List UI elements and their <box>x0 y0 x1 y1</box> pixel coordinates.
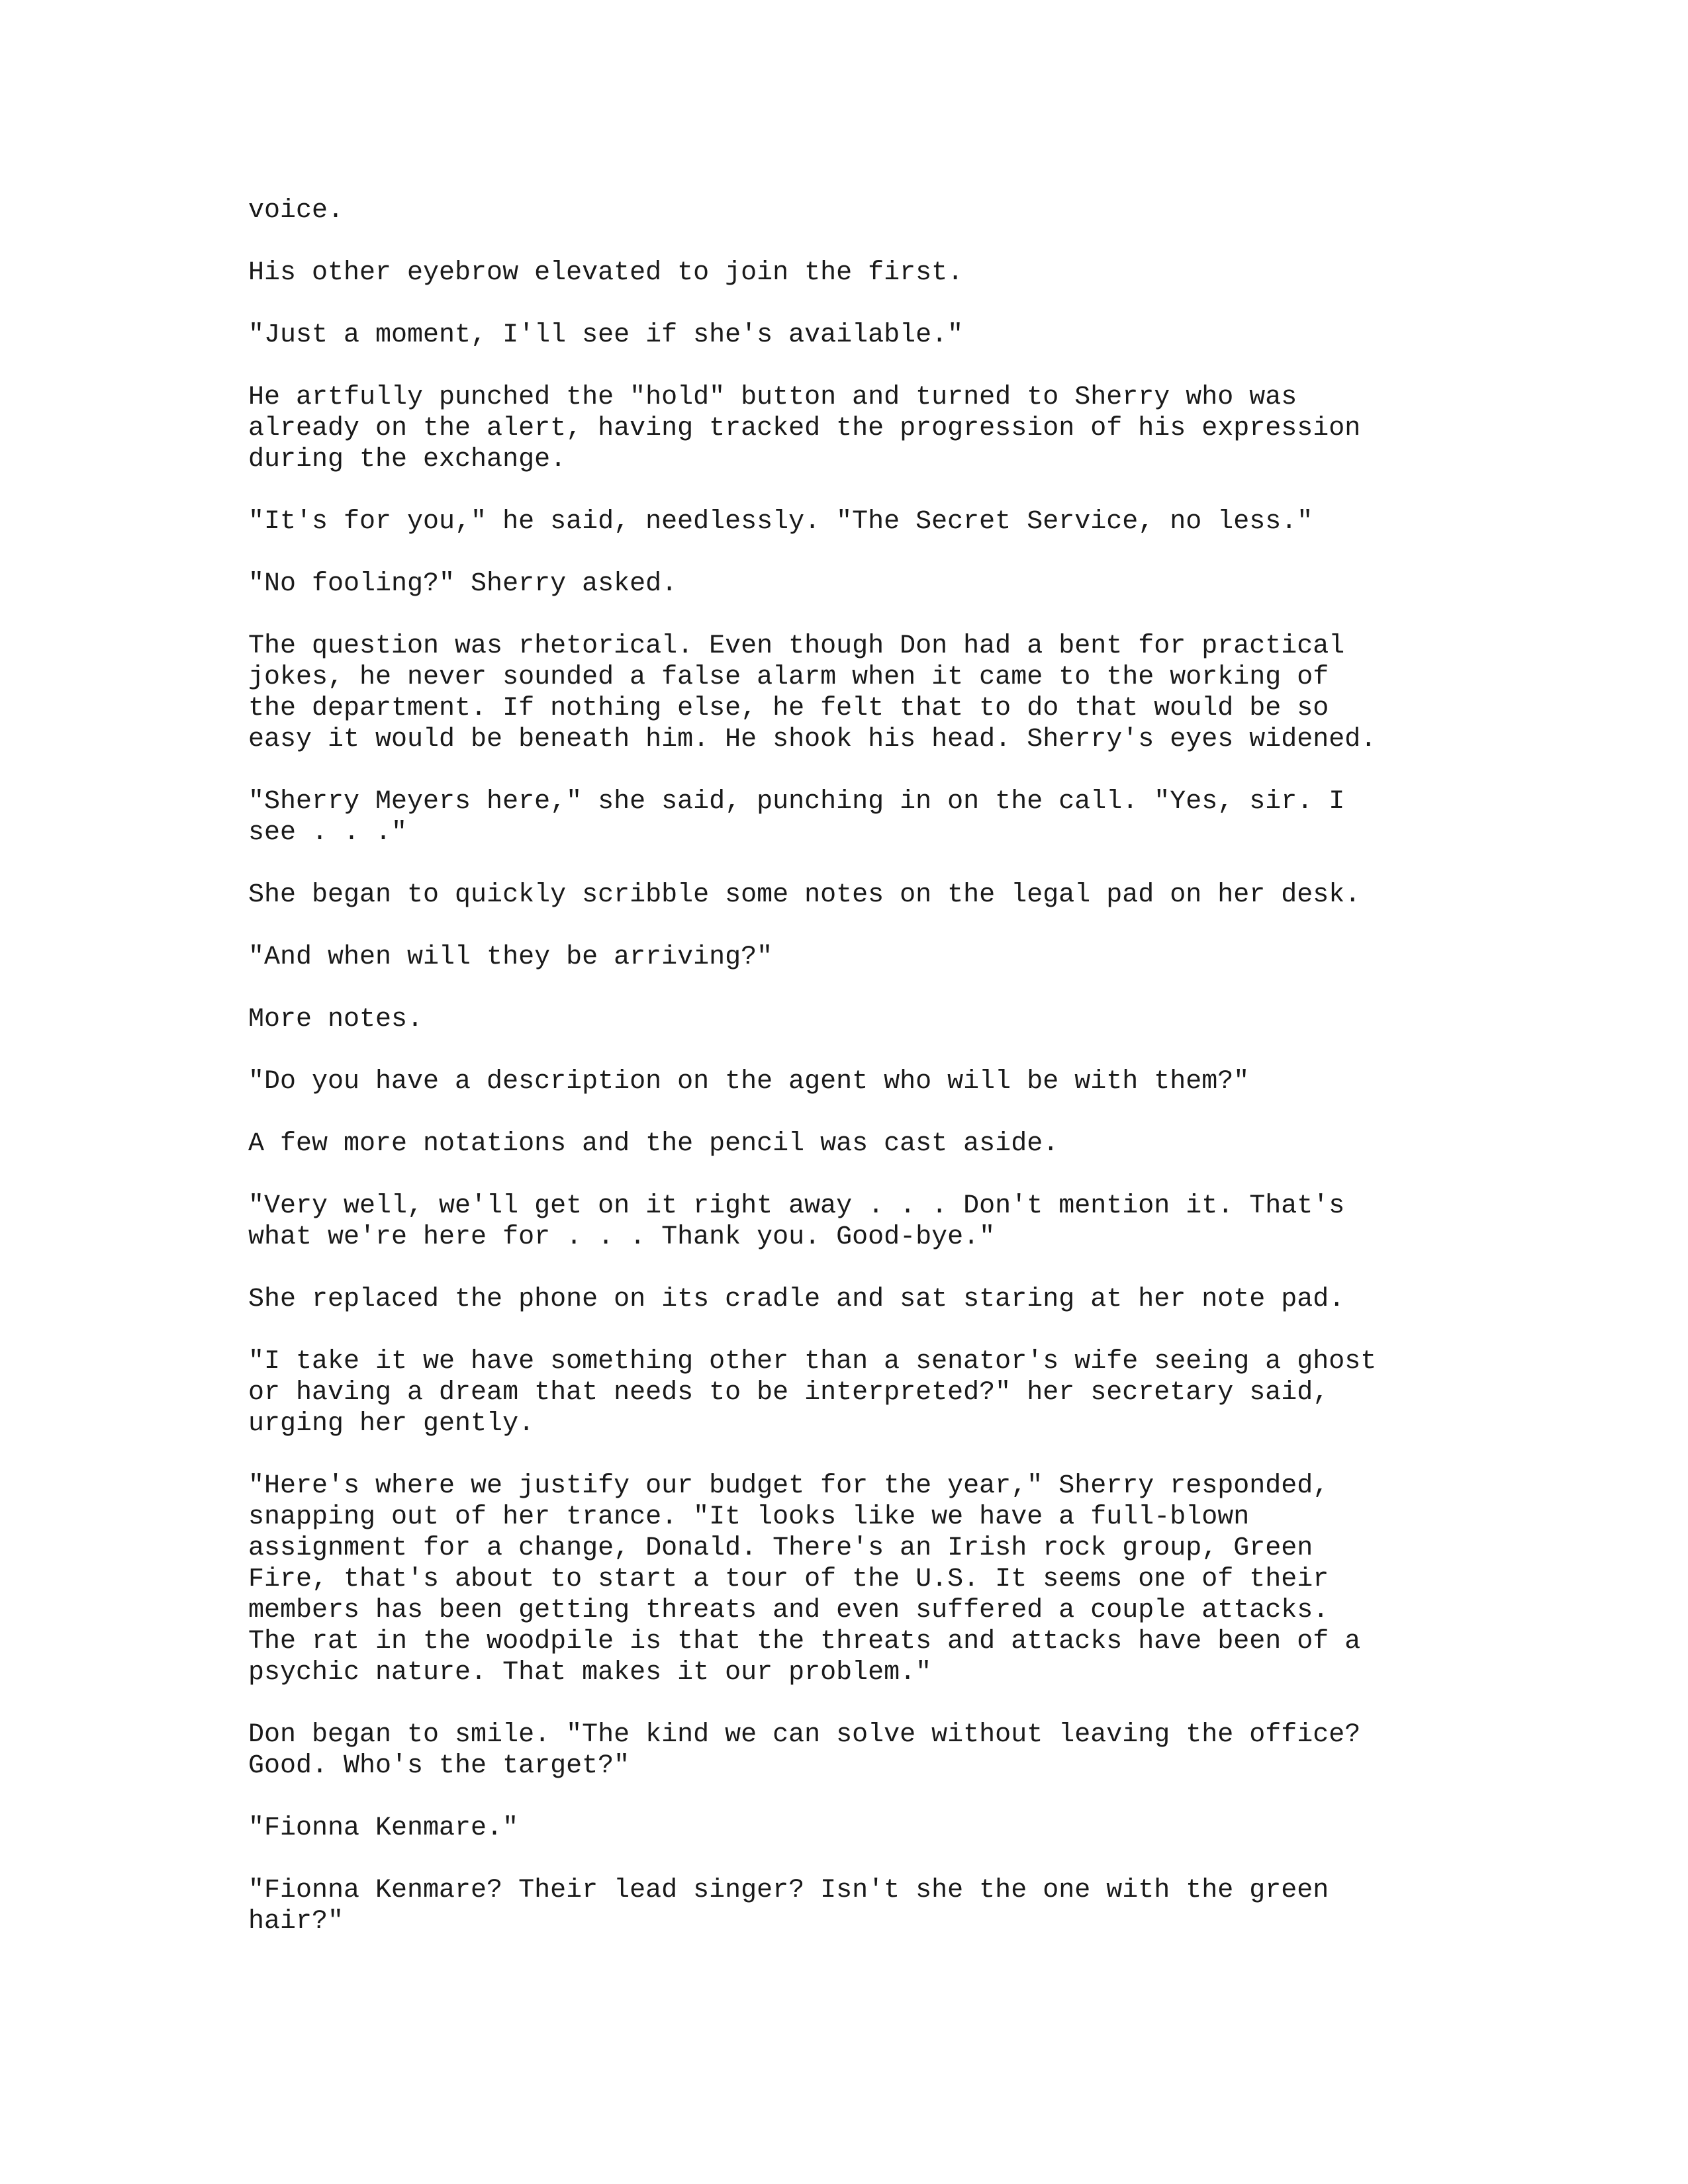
paragraph: He artfully punched the "hold" button and turned to Sherry who was already on the alert, having tracked the progression of his expression during the exchange. <box>248 383 1361 475</box>
paragraph: voice. <box>248 196 344 226</box>
paragraph: A few more notations and the pencil was cast aside. <box>248 1129 1059 1159</box>
paragraph: She replaced the phone on its cradle and sat staring at her note pad. <box>248 1285 1345 1314</box>
paragraph: "No fooling?" Sherry asked. <box>248 569 678 599</box>
manuscript-text <box>248 195 1440 1937</box>
paragraph: "Very well, we'll get on it right away . . . Don't mention it. That's what we're here for . . . Thank you. Good-bye." <box>248 1191 1345 1252</box>
paragraph: More notes. <box>248 1005 424 1034</box>
paragraph: The question was rhetorical. Even though Don had a bent for practical jokes, he never sounded a false alarm when it came to the working of the department. If nothing else, he felt that to do that would be so easy it would be beneath him. He shook his head. Sherry's eyes widened. <box>248 631 1377 754</box>
paragraph: She began to quickly scribble some notes on the legal pad on her desk. <box>248 880 1361 910</box>
paragraph: "Do you have a description on the agent who will be with them?" <box>248 1067 1250 1097</box>
paragraph: "It's for you," he said, needlessly. "The Secret Service, no less." <box>248 507 1313 537</box>
paragraph: "Fionna Kenmare? Their lead singer? Isn't she the one with the green hair?" <box>248 1876 1329 1936</box>
paragraph: His other eyebrow elevated to join the first. <box>248 258 964 288</box>
paragraph: "And when will they be arriving?" <box>248 942 773 972</box>
paragraph: "I take it we have something other than a senator's wife seeing a ghost or having a dream that needs to be interpreted?" her secretary said, urging her gently. <box>248 1347 1377 1439</box>
paragraph: "Here's where we justify our budget for the year," Sherry responded, snapping out of her trance. "It looks like we have a full-blown assignment for a change, Donald. There's an Irish rock group, Green Fire, that's about to start a tour of the U.S. It seems one of their members has been getting threats and even suffered a couple attacks. The rat in the woodpile is that the threats and attacks have been of a psychic nature. That makes it our problem." <box>248 1471 1361 1688</box>
paragraph: "Fionna Kenmare." <box>248 1813 519 1843</box>
paragraph: "Just a moment, I'll see if she's available." <box>248 320 964 350</box>
paragraph: "Sherry Meyers here," she said, punching in on the call. "Yes, sir. I see . . ." <box>248 787 1345 848</box>
paragraph: Don began to smile. "The kind we can solve without leaving the office? Good. Who's the target?" <box>248 1720 1361 1781</box>
